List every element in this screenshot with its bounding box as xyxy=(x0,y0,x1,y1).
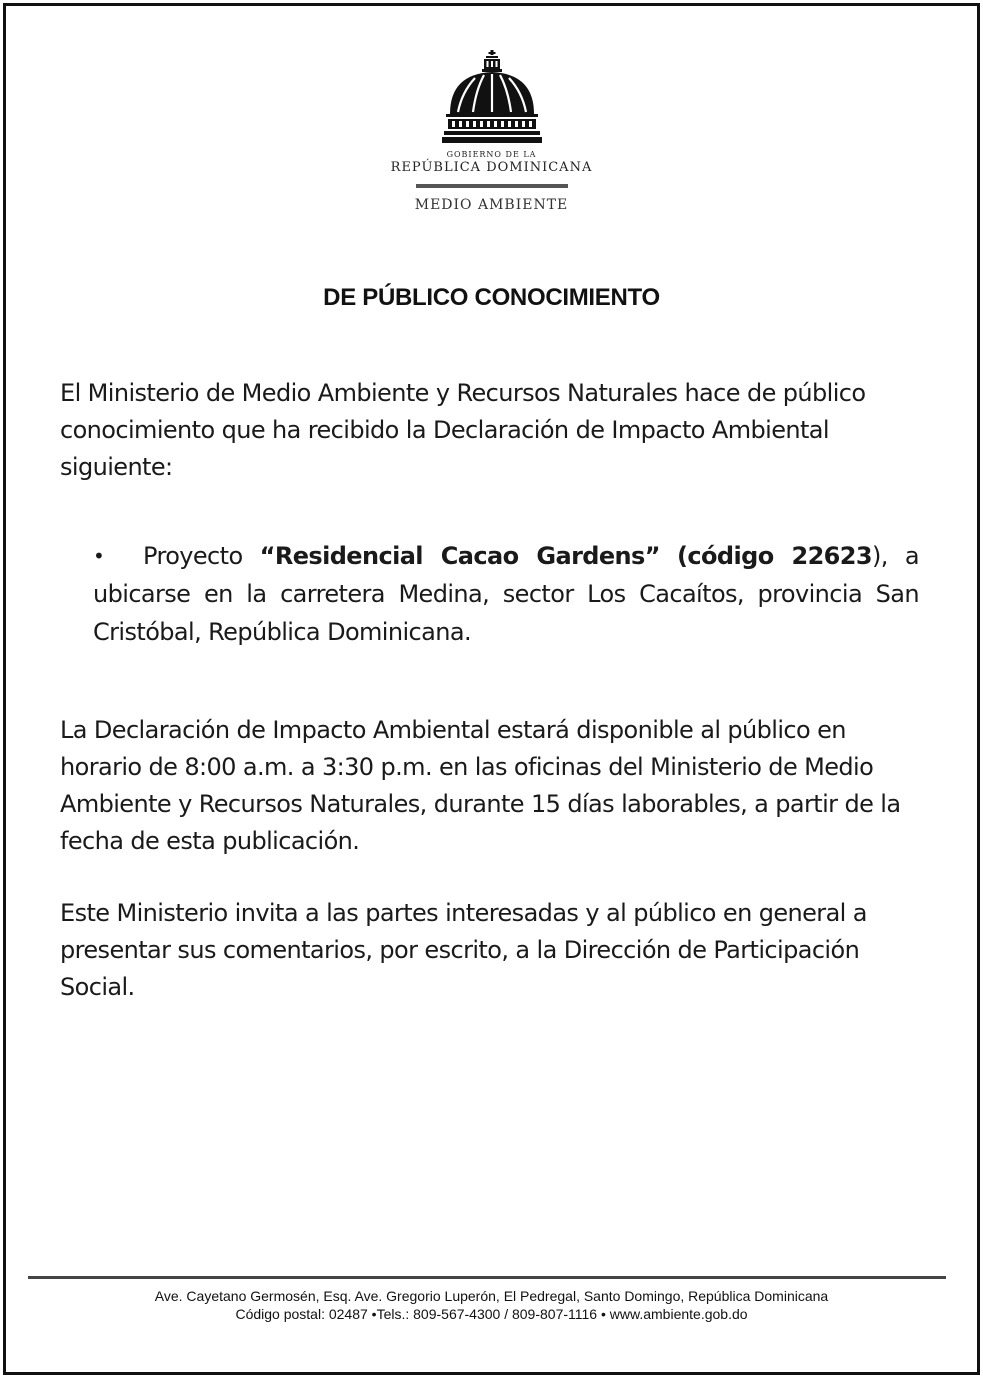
project-list-item xyxy=(93,537,919,651)
project-name: “Residencial Cacao Gardens” xyxy=(259,542,660,570)
availability-paragraph: La Declaración de Impacto Ambiental estará disponible al público en horario de 8:00 a.m. a 3:30 p.m. en las oficinas del Ministerio de Medio Ambiente y Recursos Naturales, durante 15 días laborables, a partir de la fecha de esta publicación. xyxy=(60,716,901,855)
footer xyxy=(0,1287,983,1323)
notice-title: DE PÚBLICO CONOCIMIENTO xyxy=(323,284,660,311)
project-code: (código 22623 xyxy=(677,542,872,570)
project-location: , a ubicarse en la carretera Medina, sector Los Cacaítos, provincia San Cristóbal, República Dominicana. xyxy=(93,542,920,646)
bullet-icon: • xyxy=(93,544,105,568)
project-close-paren: ) xyxy=(871,542,881,570)
dome-emblem-icon xyxy=(442,50,542,146)
footer-contact: Código postal: 02487 •Tels.: 809-567-4300 / 809-807-1116 • www.ambiente.gob.do xyxy=(235,1306,748,1322)
invitation-paragraph: Este Ministerio invita a las partes interesadas y al público en general a presentar sus comentarios, por escrito, a la Dirección de Participación Social. xyxy=(60,899,867,1001)
intro-paragraph: El Ministerio de Medio Ambiente y Recursos Naturales hace de público conocimiento que ha recibido la Declaración de Impacto Ambiental siguiente: xyxy=(60,379,866,481)
footer-divider xyxy=(28,1276,946,1279)
government-label: GOBIERNO DE LA xyxy=(446,150,537,159)
ministry-label: MEDIO AMBIENTE xyxy=(414,197,569,213)
project-prefix: Proyecto xyxy=(143,542,260,570)
country-label: REPÚBLICA DOMINICANA xyxy=(390,160,593,175)
footer-address: Ave. Cayetano Germosén, Esq. Ave. Gregorio Luperón, El Pedregal, Santo Domingo, República Dominicana xyxy=(154,1288,829,1304)
logo-divider xyxy=(416,184,568,188)
ministry-logo xyxy=(0,50,983,213)
